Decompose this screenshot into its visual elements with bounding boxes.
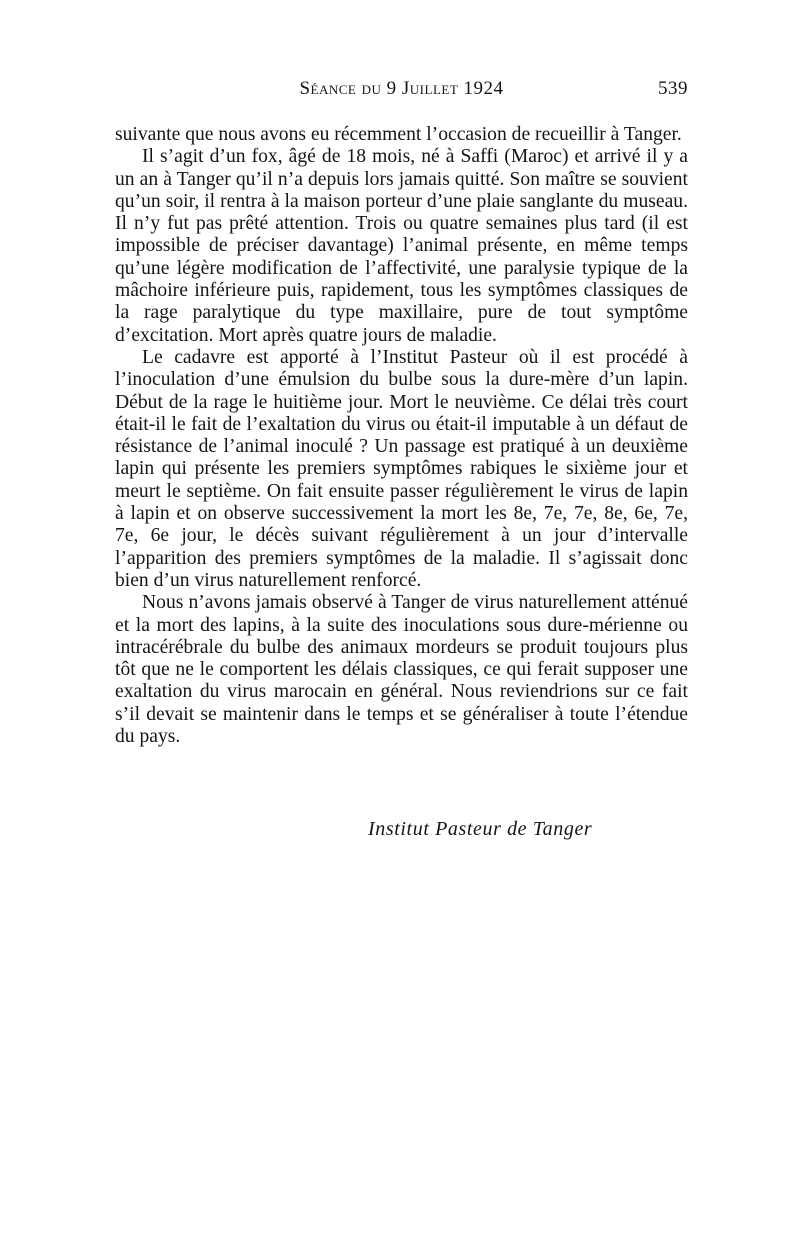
paragraph-continuation: suivante que nous avons eu récemment l’occasion de recueillir à Tanger. [115,124,682,145]
paragraph-conclusion: Nous n’avons jamais observé à Tanger de virus naturellement atténué et la mort des lapins, à la suite des inoculations sous dure-mérienne ou intracérébrale du bulbe des animaux mordeurs se produit toujours plus tôt que ne le comportent les délais classiques, ce qui ferait supposer une exaltation du virus marocain en général. Nous reviendrions sur ce fait s’il devait se maintenir dans le temps et se généraliser à toute l’étendue du pays. [115,592,688,748]
header-title: Séance du 9 Juillet 1924 [299,78,504,99]
page-number: 539 [658,78,688,99]
paragraph-inoculation: Le cadavre est apporté à l’Institut Pasteur où il est procédé à l’inoculation d’une émulsion du bulbe sous la dure-mère d’un lapin. Début de la rage le huitième jour. Mort le neuvième. Ce délai très court était-il le fait de l’exaltation du virus ou était-il imputable à un défaut de résistance de l’animal inoculé ? Un passage est pratiqué à un deuxième lapin qui présente les premiers symptômes rabiques le sixième jour et meurt le septième. On fait ensuite passer régulièrement le virus de lapin à lapin et on observe successivement la mort les 8e, 7e, 7e, 8e, 6e, 7e, 7e, 6e jour, le décès suivant régulièrement à un jour d’intervalle l’apparition des premiers symptômes de la maladie. Il s’agissait donc bien d’un virus naturellement renforcé. [115,346,688,591]
paragraph-case-description: Il s’agit d’un fox, âgé de 18 mois, né à Saffi (Maroc) et arrivé il y a un an à Tanger qu’il n’a depuis lors jamais quitté. Son maître se souvient qu’un soir, il rentra à la maison porteur d’une plaie sanglante du museau. Il n’y fut pas prêté attention. Trois ou quatre semaines plus tard (il est impossible de préciser davantage) l’animal présente, en même temps qu’une légère modification de l’affectivité, une paralysie typique de la mâchoire inférieure puis, rapidement, tous les symptômes classiques de la rage paralytique du type maxillaire, pure de tout symptôme d’excitation. Mort après quatre jours de maladie. [115,146,688,346]
running-header [115,78,688,108]
body-text [115,124,688,748]
signature: Institut Pasteur de Tanger [368,818,593,840]
